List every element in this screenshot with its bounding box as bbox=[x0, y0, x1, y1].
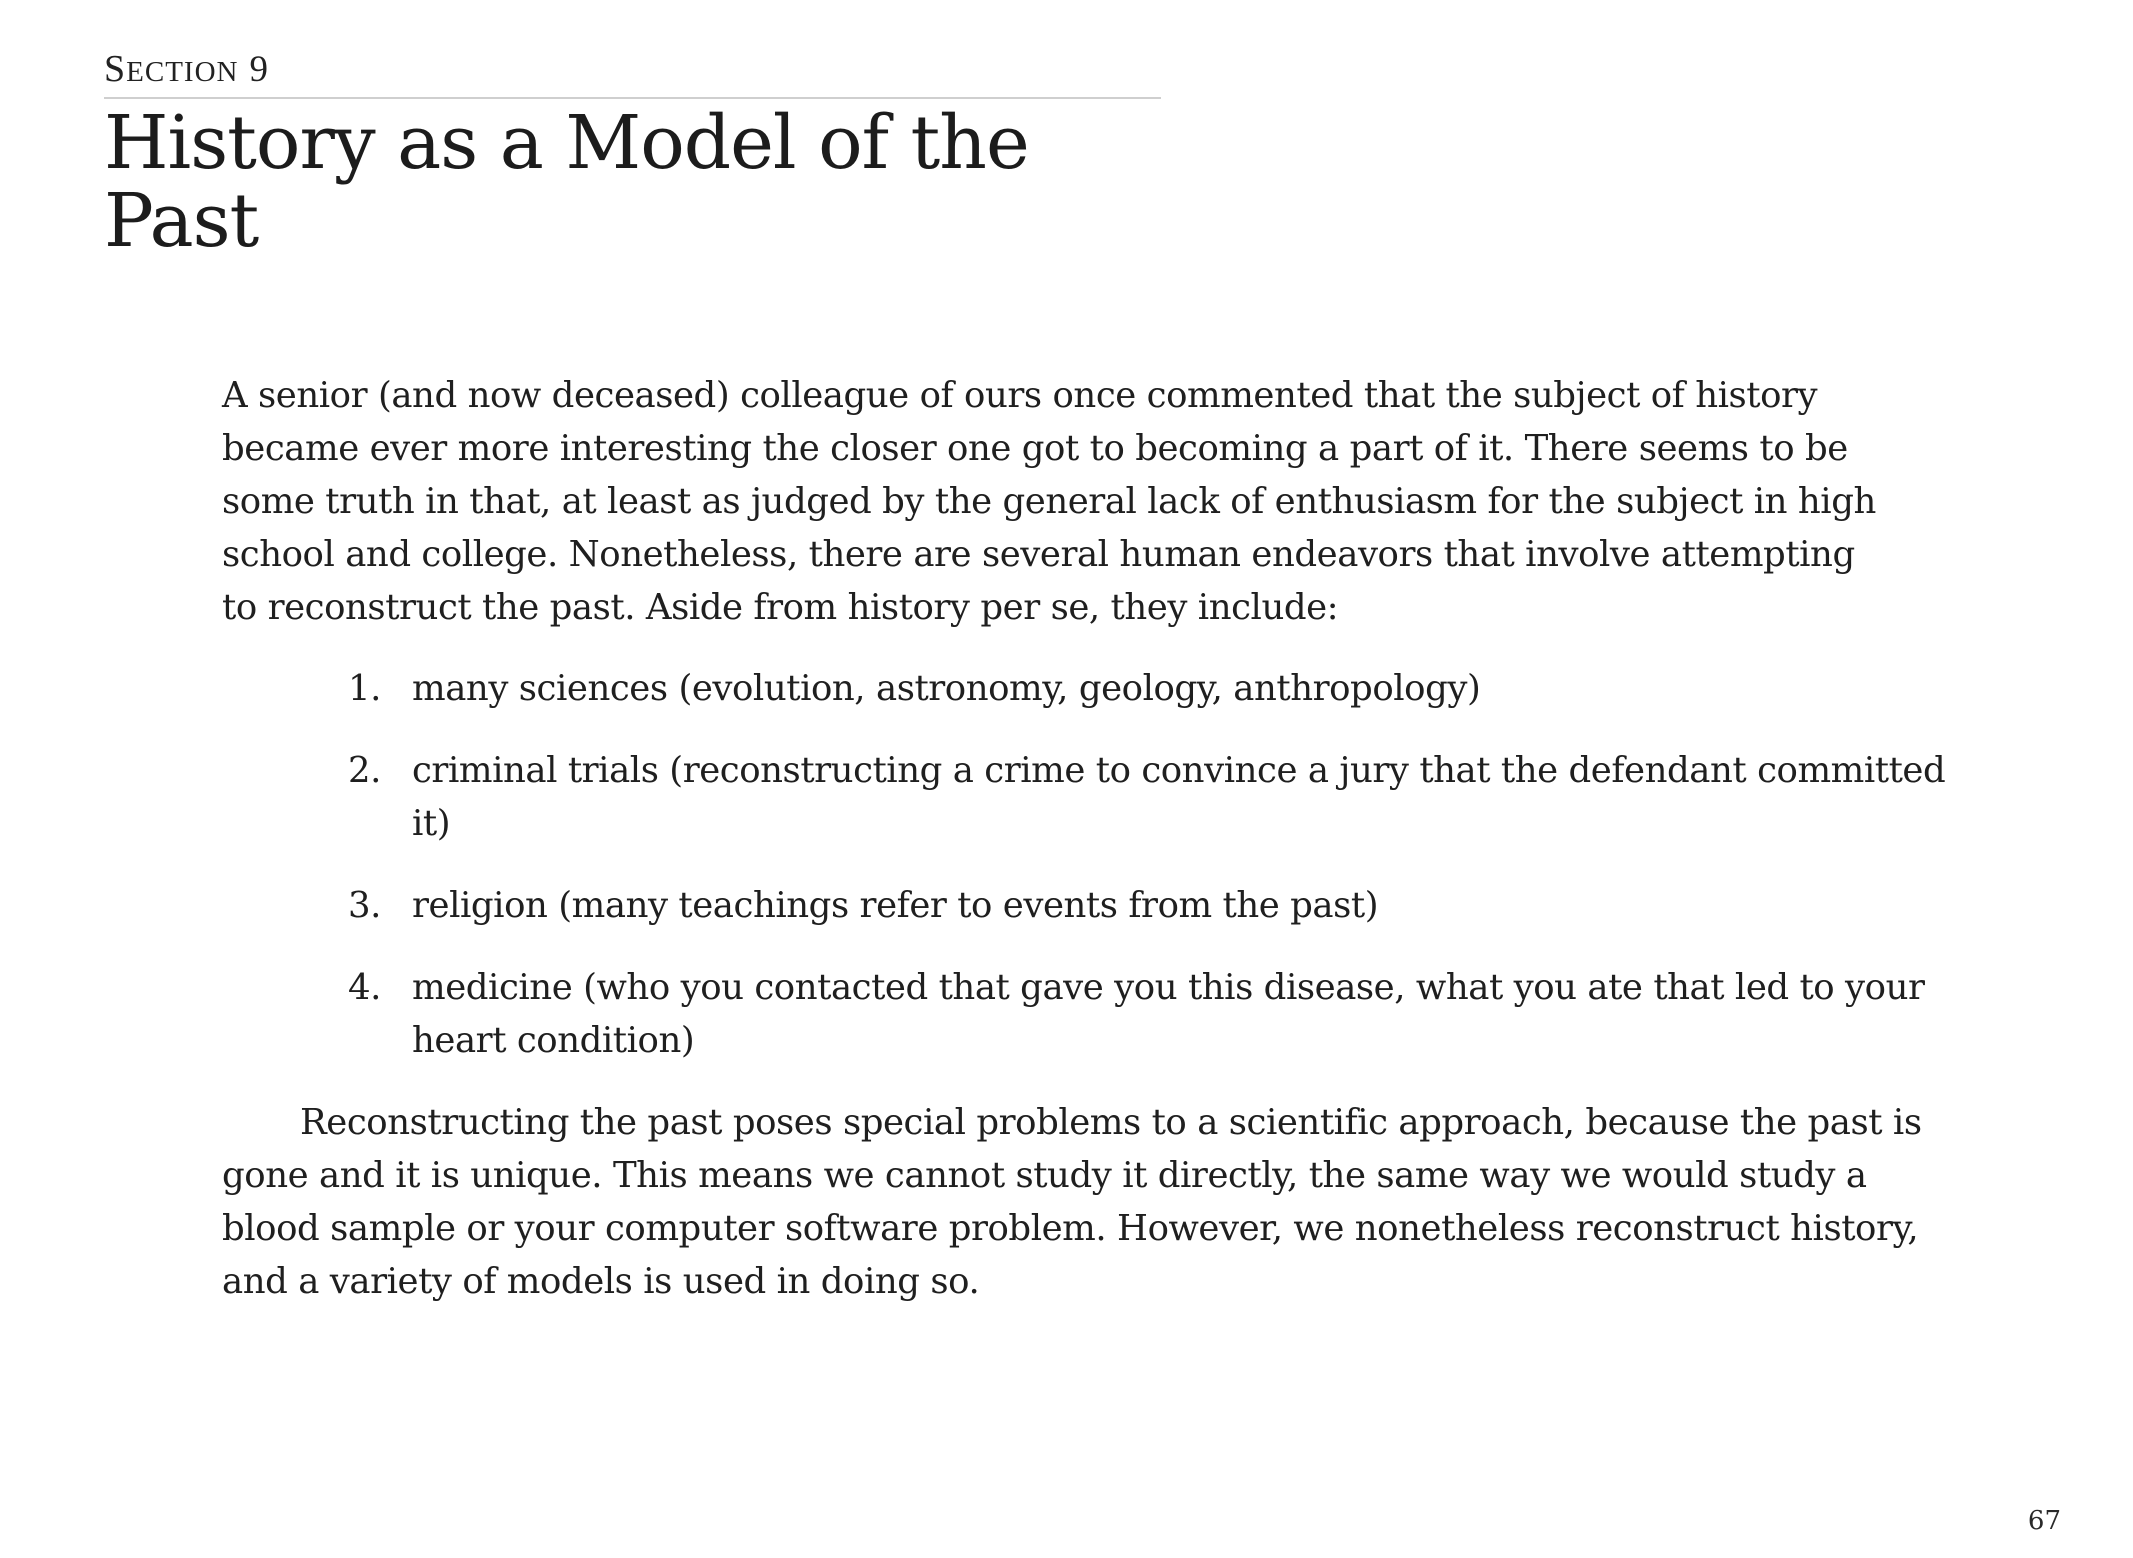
list-item bbox=[222, 879, 1972, 932]
list-marker: 3. bbox=[348, 885, 381, 926]
list-item bbox=[222, 744, 1972, 850]
body-text bbox=[222, 369, 1952, 1308]
list-marker: 2. bbox=[348, 750, 381, 791]
list-item-text: medicine (who you contacted that gave you this disease, what you ate that led to your heart condition) bbox=[412, 967, 1925, 1061]
page-title: History as a Model of the Past bbox=[104, 100, 1029, 264]
section-label-rest: ECTION bbox=[126, 56, 239, 88]
list-item-text: religion (many teachings refer to events from the past) bbox=[412, 885, 1379, 926]
list-marker: 4. bbox=[348, 967, 381, 1008]
list-item bbox=[222, 961, 1972, 1067]
section-header bbox=[104, 48, 1161, 264]
list-item-text: many sciences (evolution, astronomy, geology, anthropology) bbox=[412, 668, 1481, 709]
list-marker: 1. bbox=[348, 668, 381, 709]
closing-paragraph: Reconstructing the past poses special problems to a scientific approach, because the past is gone and it is unique. This means we cannot study it directly, the same way we would study a blood sample or your computer software problem. However, we nonetheless reconstruct history, and a variety of models is used in doing so. bbox=[222, 1102, 1922, 1302]
section-number: 9 bbox=[249, 49, 269, 90]
intro-paragraph: A senior (and now deceased) colleague of ours once commented that the subject of history became ever more interesting the closer one got to becoming a part of it. There seems to be some truth in that, at least as judged by the general lack of enthusiasm for the subject in high school and college. Nonetheless, there are several human endeavors that involve attempting to reconstruct the past. Aside from history per se, they include: bbox=[222, 375, 1876, 628]
endeavor-list bbox=[222, 662, 1952, 1067]
section-label bbox=[104, 50, 1161, 99]
list-item-text: criminal trials (reconstructing a crime to convince a jury that the defendant committed it) bbox=[412, 750, 1946, 844]
list-item bbox=[222, 662, 1972, 715]
section-label-initial: S bbox=[104, 48, 127, 90]
page-number: 67 bbox=[2027, 1506, 2061, 1536]
